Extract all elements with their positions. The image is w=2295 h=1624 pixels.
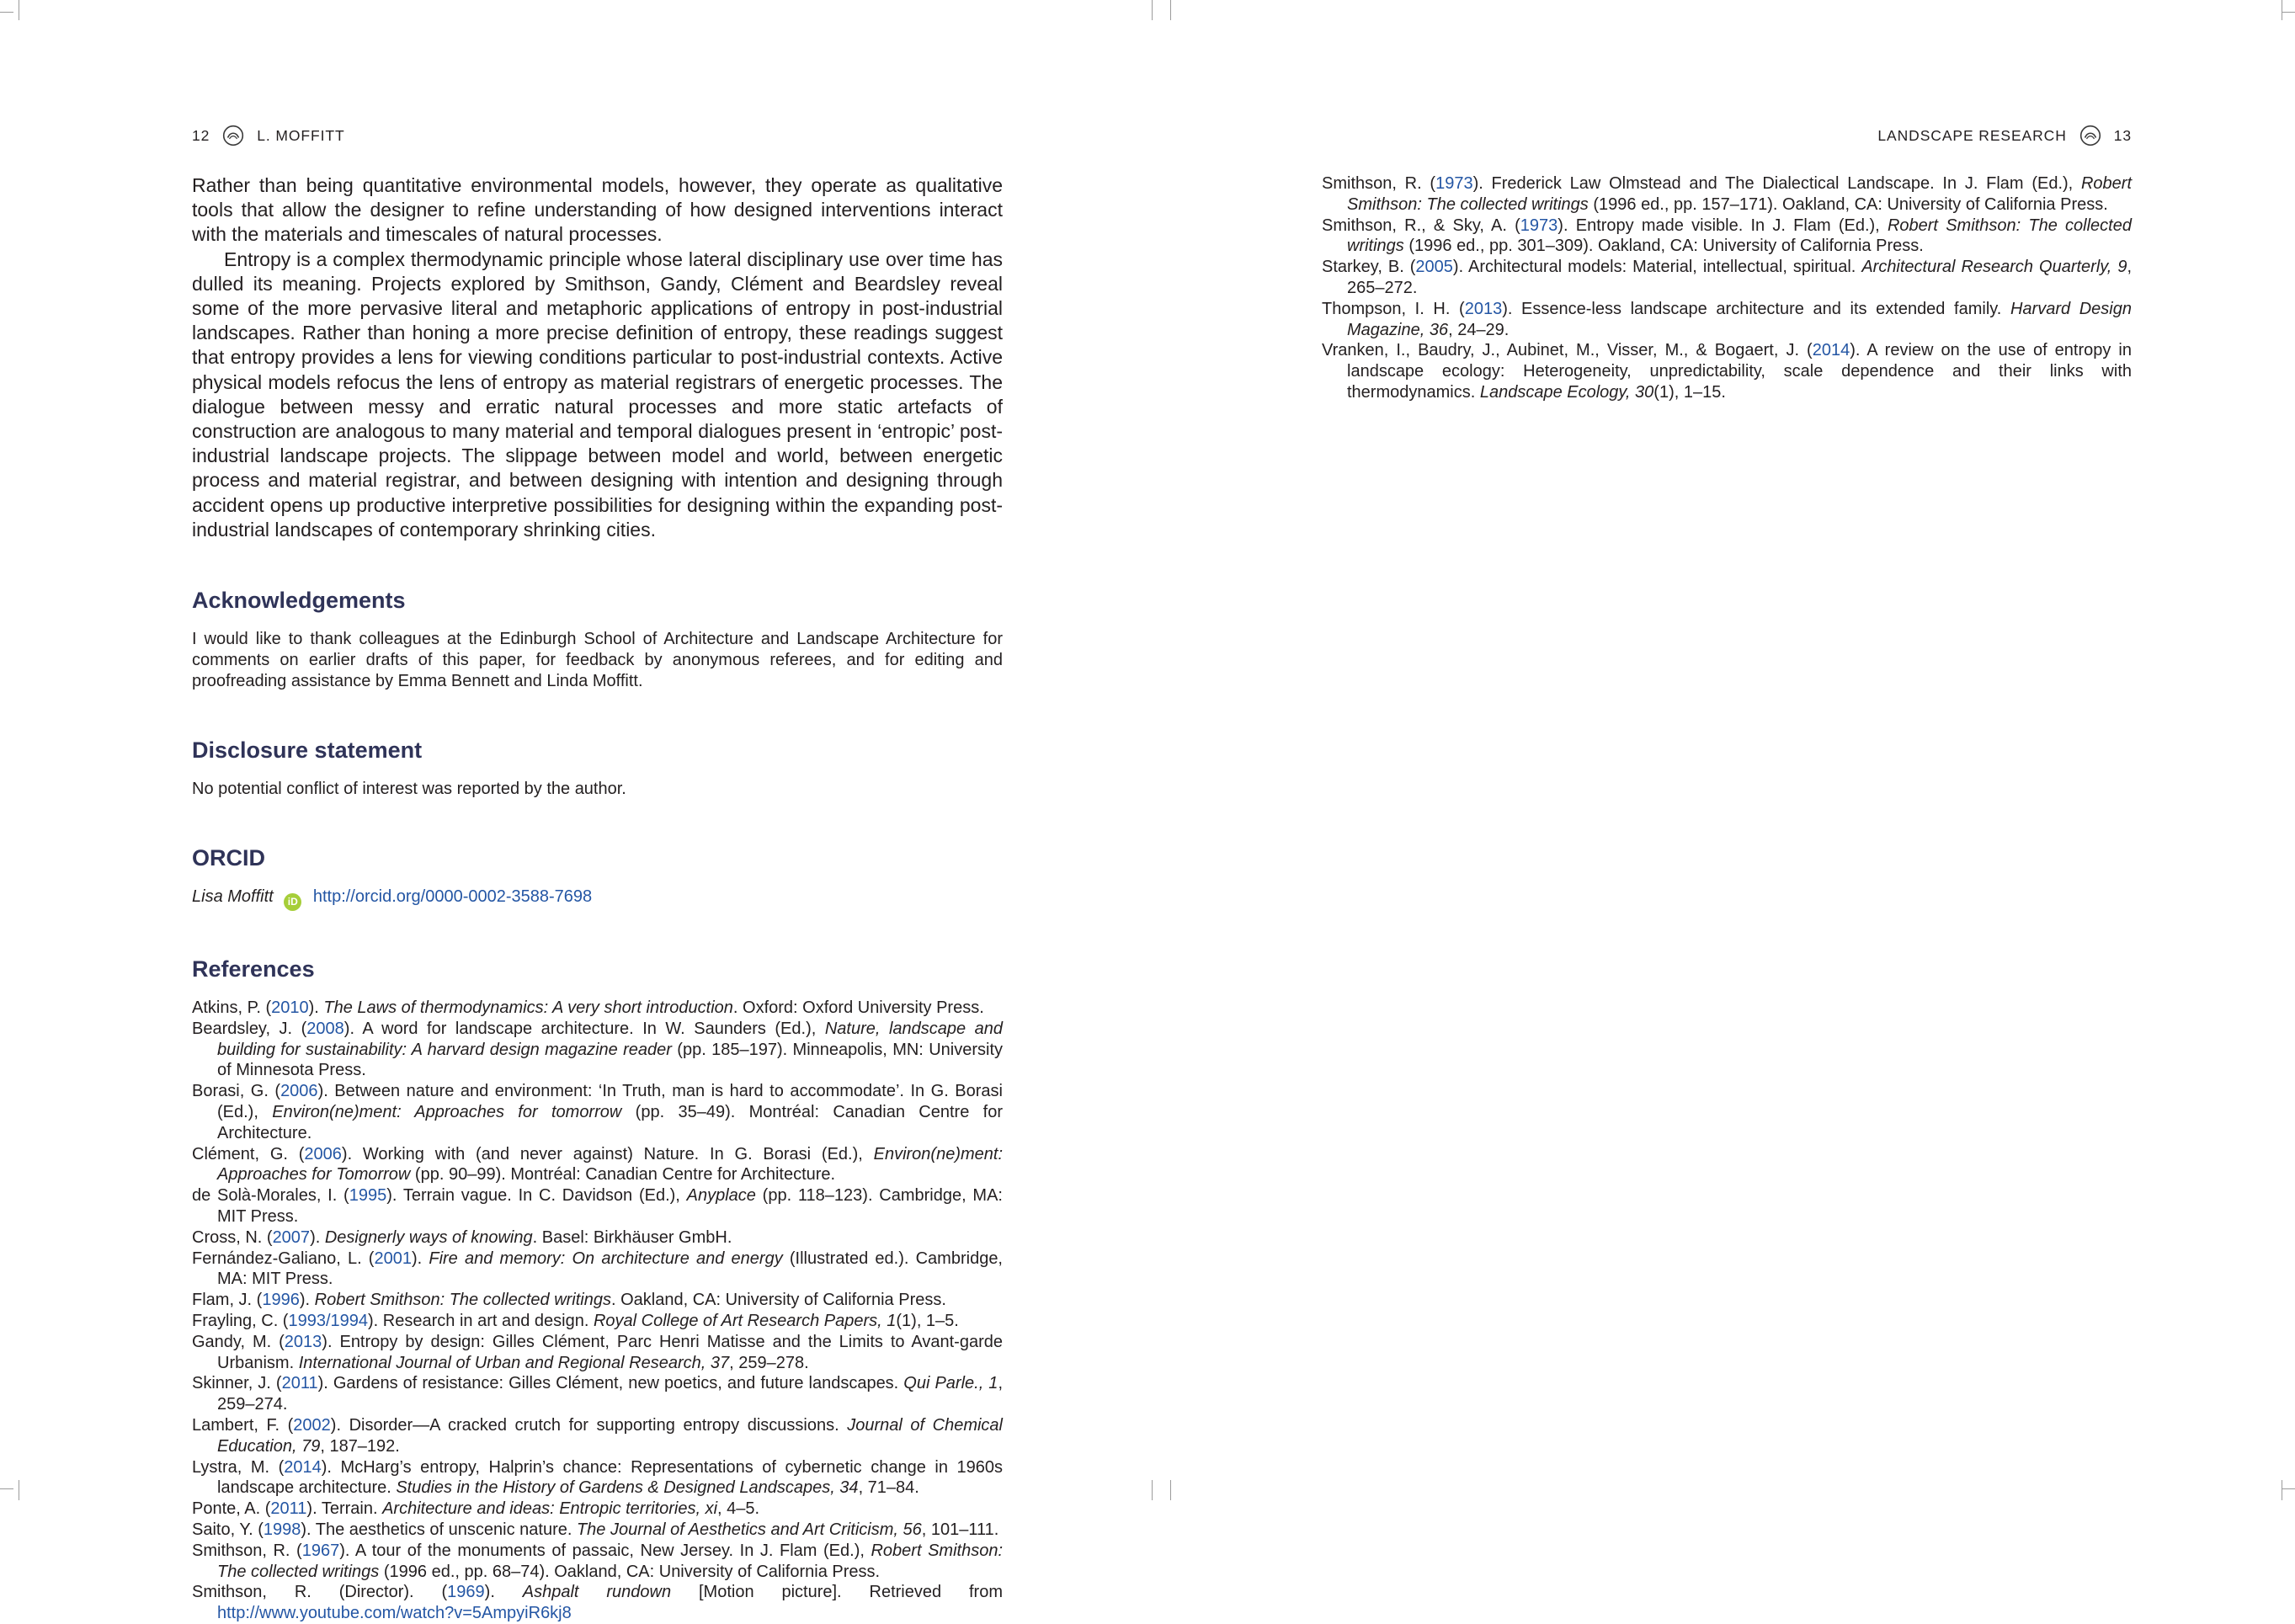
reference-text: Smithson, R. (Director). ( <box>192 1583 448 1602</box>
reference-title-italic: Anyplace <box>686 1186 756 1206</box>
reference-item <box>192 1311 1003 1332</box>
reference-text: ). McHarg’s entropy, Halprin’s chance: Representations of cybernetic change in 1960s landscape architecture. <box>217 1457 1003 1498</box>
reference-text: (1), 1–15. <box>1653 382 1726 402</box>
running-header-left <box>192 125 1003 146</box>
reference-text: Clément, G. ( <box>192 1144 305 1163</box>
reference-text: . Basel: Birkhäuser GmbH. <box>532 1227 732 1247</box>
reference-text: ). Terrain vague. In C. Davidson (Ed.), <box>386 1186 687 1206</box>
reference-item <box>1322 257 2132 299</box>
reference-text: (pp. 90–99). Montréal: Canadian Centre for Architecture. <box>410 1165 836 1185</box>
reference-text: ). The aesthetics of unscenic nature. <box>301 1520 577 1539</box>
body-paragraph: Entropy is a complex thermodynamic principle whose lateral disciplinary use over time has dulled its meaning. Projects explored by Smithson, Gandy, Clément and Beardsley reveal some of the more pervasive literal and metaphoric applications of entropy in post-industrial landscapes. Rather than honing a more precise definition of entropy, these readings suggest that entropy provides a lens for viewing conditions particular to post-industrial contexts. Active physical models refocus the lens of entropy as material registrars of energetic processes. The dialogue between messy and erratic natural processes and more static artefacts of construction are analogous to many material and temporal dialogues present in ‘entropic’ post-industrial landscape projects. The slippage between model and world, between energetic process and material registrar, and between designing with intention and designing through accident opens up productive interpretive possibilities for designing within the expanding post-industrial landscapes of contemporary shrinking cities. <box>192 248 1003 540</box>
reference-title-italic: Robert Smithson: The collected writings <box>1347 174 2132 214</box>
reference-text: (pp. 185–197). Minneapolis, MN: University of Minnesota Press. <box>217 1040 1003 1080</box>
reference-text: , 265–272. <box>1347 258 2133 297</box>
reference-text: , 4–5. <box>717 1499 760 1519</box>
reference-title-italic: Journal of Chemical Education, 79 <box>217 1415 1004 1456</box>
reference-text: Gandy, M. ( <box>192 1332 285 1351</box>
reference-text: . Oakland, CA: University of California Press. <box>611 1291 946 1310</box>
references-list-right <box>1322 173 2132 403</box>
reference-text: ). Terrain. <box>306 1499 383 1519</box>
reference-item <box>1322 216 2132 258</box>
reference-text: ). Between nature and environment: ‘In Truth, man is hard to accommodate’. In G. Borasi (Ed.), <box>217 1082 1003 1122</box>
publisher-logo-icon <box>2079 125 2101 146</box>
reference-text: Borasi, G. ( <box>192 1082 281 1101</box>
reference-item <box>192 1541 1003 1583</box>
running-head-author: L. MOFFITT <box>257 126 345 144</box>
crop-mark <box>2282 12 2295 13</box>
reference-text: Fernández-Galiano, L. ( <box>192 1249 375 1268</box>
crop-mark <box>0 1488 13 1489</box>
reference-text: Beardsley, J. ( <box>192 1019 307 1038</box>
citation-link[interactable]: 2005 <box>1415 258 1453 277</box>
reference-text: Skinner, J. ( <box>192 1374 282 1393</box>
reference-text: (Illustrated ed.). Cambridge, MA: MIT Press. <box>217 1249 1003 1289</box>
citation-link[interactable]: 2011 <box>281 1374 318 1393</box>
citation-link[interactable]: 1996 <box>262 1291 300 1310</box>
reference-item <box>1322 299 2132 341</box>
reference-text: ). Entropy by design: Gilles Clément, Parc Henri Matisse and the Limits to Avant-garde Urbanism. <box>217 1332 1003 1372</box>
section-heading-orcid: ORCID <box>192 845 265 871</box>
section-heading-acknowledgements: Acknowledgements <box>192 588 406 614</box>
reference-text: Starkey, B. ( <box>1322 258 1416 277</box>
reference-title-italic: International Journal of Urban and Regional Research, 37 <box>298 1353 730 1372</box>
reference-text: , 24–29. <box>1448 320 1510 339</box>
reference-text: ). A tour of the monuments of passaic, New Jersey. In J. Flam (Ed.), <box>339 1541 871 1560</box>
reference-item <box>192 1081 1003 1143</box>
reference-title-italic: Fire and memory: On architecture and energy <box>429 1249 783 1268</box>
reference-text: Vranken, I., Baudry, J., Aubinet, M., Visser, M., & Bogaert, J. ( <box>1322 341 1813 360</box>
crop-mark <box>1152 0 1153 20</box>
reference-text: ). Essence-less landscape architecture and its extended family. <box>1502 299 2010 318</box>
reference-text: , 259–278. <box>729 1353 809 1372</box>
citation-link[interactable]: 2011 <box>270 1499 307 1519</box>
crop-mark <box>1152 1480 1153 1500</box>
reference-text: ). <box>299 1291 315 1310</box>
reference-text: Ponte, A. ( <box>192 1499 271 1519</box>
page-right <box>1322 125 2132 403</box>
reference-title-italic: Ashpalt rundown <box>522 1583 672 1602</box>
body-paragraph: Rather than being quantitative environmental models, however, they operate as qualitative tools that allow the designer to refine understanding of how designed interventions interact with the materials and timescales of natural processes. <box>192 174 1003 246</box>
reference-text: ). A word for landscape architecture. In W. Saunders (Ed.), <box>343 1019 825 1038</box>
reference-text: ). Gardens of resistance: Gilles Clément, new poetics, and future landscapes. <box>317 1374 904 1393</box>
running-head-journal: LANDSCAPE RESEARCH <box>1877 126 2067 144</box>
page-number: 13 <box>2113 126 2132 144</box>
orcid-link[interactable]: http://orcid.org/0000-0002-3588-7698 <box>312 887 593 907</box>
reference-text: ). Working with (and never against) Nature. In G. Borasi (Ed.), <box>341 1144 874 1163</box>
reference-title-italic: The Journal of Aesthetics and Art Criticism, 56 <box>576 1520 922 1539</box>
orcid-id-icon: iD <box>284 893 301 911</box>
reference-text: de Solà-Morales, I. ( <box>192 1186 349 1206</box>
reference-title-italic: Harvard Design Magazine, 36 <box>1347 299 2132 339</box>
reference-text: Smithson, R. ( <box>1322 174 1436 193</box>
reference-item <box>192 1373 1003 1415</box>
page-number: 12 <box>192 126 210 144</box>
reference-title-italic: Royal College of Art Research Papers, 1 <box>593 1312 897 1330</box>
reference-text: ). Research in art and design. <box>368 1312 594 1330</box>
reference-title-italic: The Laws of thermodynamics: A very short introduction <box>323 998 733 1018</box>
running-header-right <box>1322 125 2132 146</box>
citation-link[interactable]: 1969 <box>447 1583 485 1602</box>
citation-link[interactable]: 2014 <box>284 1457 322 1477</box>
reference-text: ). Entropy made visible. In J. Flam (Ed.), <box>1558 216 1888 235</box>
citation-link[interactable]: 2006 <box>304 1144 342 1163</box>
reference-text: ). <box>484 1583 523 1602</box>
reference-title-italic: Robert Smithson: The collected writings <box>314 1291 611 1310</box>
reference-title-italic: Studies in the History of Gardens & Designed Landscapes, 34 <box>396 1478 859 1498</box>
citation-link[interactable]: 1973 <box>1520 216 1558 235</box>
article-body <box>192 173 1003 542</box>
citation-link[interactable]: 2007 <box>272 1227 311 1247</box>
reference-item <box>192 1019 1003 1081</box>
reference-title-italic: Landscape Ecology, 30 <box>1479 382 1654 402</box>
reference-title-italic: Qui Parle., 1 <box>903 1374 998 1393</box>
reference-item <box>1322 340 2132 402</box>
citation-link[interactable]: 2006 <box>280 1082 318 1101</box>
reference-title-italic: Robert Smithson: The collected writings <box>1347 216 2132 256</box>
reference-item <box>192 1499 1003 1520</box>
reference-text: Lambert, F. ( <box>192 1415 294 1435</box>
reference-title-italic: Nature, landscape and building for sustainability: A harvard design magazine reader <box>217 1019 1004 1059</box>
reference-item <box>192 1227 1003 1249</box>
citation-link[interactable]: 1967 <box>301 1541 340 1560</box>
citation-link[interactable]: 2013 <box>1464 299 1503 318</box>
reference-title-italic: Environ(ne)ment: Approaches for Tomorrow <box>217 1144 1004 1185</box>
reference-item <box>192 1249 1003 1291</box>
acknowledgements-text: I would like to thank colleagues at the Edinburgh School of Architecture and Landscape Architecture for comments on earlier drafts of this paper, for feedback by anonymous referees, and for editing and proofreading assistance by Emma Bennett and Linda Moffitt. <box>192 630 1003 691</box>
citation-link[interactable]: 1995 <box>349 1186 387 1206</box>
reference-item <box>192 1520 1003 1541</box>
reference-text: Frayling, C. ( <box>192 1312 289 1330</box>
reference-text: Flam, J. ( <box>192 1291 263 1310</box>
reference-item <box>192 1457 1003 1499</box>
reference-text: [Motion picture]. Retrieved from <box>671 1583 1003 1602</box>
reference-item <box>192 1332 1003 1374</box>
reference-item <box>192 1582 1003 1624</box>
reference-title-italic: Architecture and ideas: Entropic territories, xi <box>382 1499 718 1519</box>
reference-title-italic: Designerly ways of knowing <box>324 1227 533 1247</box>
section-heading-references: References <box>192 956 315 982</box>
reference-text: ). Frederick Law Olmstead and The Dialectical Landscape. In J. Flam (Ed.), <box>1472 174 2081 193</box>
reference-text: (pp. 35–49). Montréal: Canadian Centre for Architecture. <box>217 1103 1003 1142</box>
reference-text: ). <box>308 998 324 1018</box>
disclosure-text: No potential conflict of interest was reported by the author. <box>192 780 626 799</box>
reference-item <box>192 1290 1003 1311</box>
reference-item <box>192 1415 1003 1457</box>
references-list-left <box>192 998 1003 1624</box>
page-left <box>192 125 1003 1624</box>
reference-text: ). Disorder—A cracked crutch for supporting entropy discussions. <box>330 1415 848 1435</box>
reference-text: ). <box>411 1249 429 1268</box>
reference-text: Lystra, M. ( <box>192 1457 285 1477</box>
reference-text: ). A review on the use of entropy in landscape ecology: Heterogeneity, unpredictability, scale dependence and their links with thermodynamics. <box>1347 341 2132 402</box>
reference-text: Smithson, R., & Sky, A. ( <box>1322 216 1520 235</box>
citation-link[interactable]: 1993/1994 <box>288 1312 369 1330</box>
reference-title-italic: Environ(ne)ment: Approaches for tomorrow <box>272 1103 622 1122</box>
section-heading-disclosure-statement: Disclosure statement <box>192 737 423 764</box>
reference-text: Smithson, R. ( <box>192 1541 302 1560</box>
reference-title-italic: Robert Smithson: The collected writings <box>217 1541 1004 1581</box>
publisher-logo-icon <box>222 125 244 146</box>
reference-text: , 71–84. <box>858 1478 919 1498</box>
reference-title-italic: Architectural Research Quarterly, 9 <box>1861 258 2127 277</box>
reference-text: , 259–274. <box>217 1374 1003 1414</box>
crop-mark <box>2282 1488 2295 1489</box>
citation-link[interactable]: 1998 <box>263 1520 301 1539</box>
reference-text: (pp. 118–123). Cambridge, MA: MIT Press. <box>217 1186 1003 1227</box>
reference-text: Atkins, P. ( <box>192 998 272 1018</box>
orcid-line <box>192 887 1003 911</box>
citation-link[interactable]: 2001 <box>374 1249 412 1268</box>
reference-text: , 187–192. <box>320 1436 400 1456</box>
citation-link[interactable]: 2008 <box>306 1019 344 1038</box>
reference-item <box>192 1144 1003 1186</box>
citation-link[interactable]: 1973 <box>1435 174 1473 193</box>
reference-text: Thompson, I. H. ( <box>1322 299 1465 318</box>
reference-text: ). <box>310 1227 325 1247</box>
reference-text: (1996 ed., pp. 301–309). Oakland, CA: University of California Press. <box>1403 237 1924 256</box>
reference-text: (1996 ed., pp. 157–171). Oakland, CA: University of California Press. <box>1588 194 2108 214</box>
reference-text: Cross, N. ( <box>192 1227 273 1247</box>
orcid-author-name: Lisa Moffitt <box>192 887 274 907</box>
crop-mark <box>1170 1480 1171 1500</box>
crop-mark <box>0 12 13 13</box>
reference-item <box>192 998 1003 1019</box>
citation-link[interactable]: 2014 <box>1812 341 1850 360</box>
reference-text: Saito, Y. ( <box>192 1520 264 1539</box>
citation-link[interactable]: 2010 <box>271 998 309 1018</box>
crop-mark <box>1170 0 1171 20</box>
reference-text: (1996 ed., pp. 68–74). Oakland, CA: University of California Press. <box>379 1562 881 1581</box>
reference-text: , 101–111. <box>921 1520 999 1539</box>
reference-item <box>1322 173 2132 216</box>
reference-text: ). Architectural models: Material, intellectual, spiritual. <box>1452 258 1862 277</box>
reference-item <box>192 1185 1003 1227</box>
reference-text: (1), 1–5. <box>896 1312 959 1330</box>
reference-text: . Oxford: Oxford University Press. <box>732 998 984 1018</box>
citation-link[interactable]: 2002 <box>293 1415 331 1435</box>
citation-link[interactable]: 2013 <box>284 1332 322 1351</box>
citation-link[interactable]: http://www.youtube.com/watch?v=5AmpyiR6kj8 <box>217 1604 572 1623</box>
